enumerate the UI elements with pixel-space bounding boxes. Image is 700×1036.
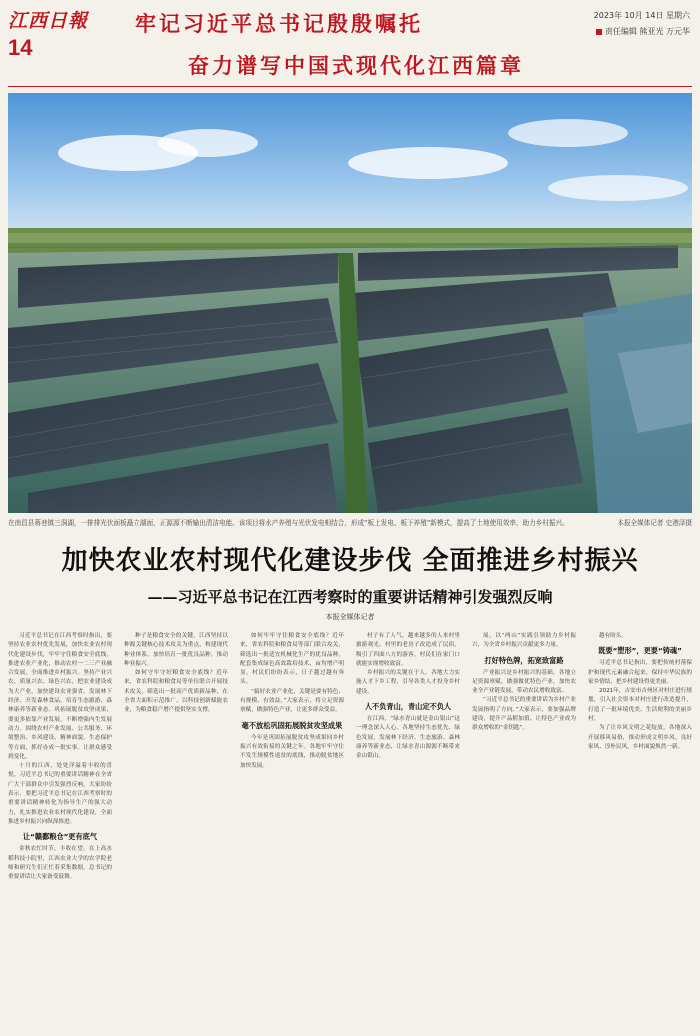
article-column <box>8 632 112 1028</box>
article-column <box>356 632 460 1028</box>
photo-credit: 本报全媒体记者 史港泽摄 <box>617 519 692 527</box>
article-paragraph: 2021年，吉安市吉州区对村庄进行规划，引入社会资本对村庄进行改造提升，打造了一批环境优美、生活便利的美丽乡村。 <box>588 688 692 723</box>
caption-text: 在南昌县蒋巷镇三洞湖，一排排光伏面板矗立湖面，正源源不断输出清洁电能。该项目将水产养殖与光伏发电相结合，形成“板上发电、板下养殖”新模式，提高了土地使用效率，助力乡村振兴。 <box>8 519 569 527</box>
article-column <box>240 632 344 1028</box>
article-paragraph: 如何守牢守好粮食安全底线？近年来，省农科院和粮食局等单位联合开展技术攻关，筛选出一批高产优质新品种，在全省大面积示范推广。以科技创新赋能农业，为粮食稳产增产提供坚实支撑。 <box>124 670 228 714</box>
article-paragraph: “习近平总书记的重要讲话为乡村产业发展指明了方向。”大家表示，要加强品牌建设，提升产品附加值，让特色产业成为群众增收的“金钥匙”。 <box>472 697 576 732</box>
article-paragraph: 乡村振兴的关键在于人。各地大力实施人才下乡工程，引导各类人才投身乡村建设。 <box>356 670 460 695</box>
aerial-solar-lake-image <box>8 93 692 513</box>
article-paragraph: 十月的江西，处处洋溢着丰收的喜悦。习近平总书记的重要讲话精神在全省广大干部群众中引发强烈反响。大家纷纷表示，要把习近平总书记在江西考察时的重要讲话精神转化为指导生产的强大动力，扎实推进农业农村现代化建设，全面推进乡村振兴向纵深推进。 <box>8 763 112 825</box>
article-paragraph: 展，以“两山”实践引领助力乡村振兴，为全省乡村振兴贡献更多力量。 <box>472 633 576 649</box>
section-heading: 打好特色牌，拓宽致富路 <box>484 655 564 665</box>
editors-text: 责任编辑 熊亚光 万元华 <box>604 27 690 36</box>
article-paragraph: 在江西，“绿水青山就是金山银山”这一理念深入人心。各地坚持生态优先、绿色发展，发展林下经济、生态旅游、森林康养等新业态，让绿水青山源源不断带来金山银山。 <box>356 716 460 760</box>
article-paragraph: 村子有了人气，越来越多的人来村里旅游观光。村里的老房子改造成了民宿，吸引了四面八方的游客。村民们在家门口就能实现增收致富。 <box>356 633 460 667</box>
article-column <box>124 632 228 1028</box>
article-paragraph: 产业振兴是乡村振兴的基础。各地立足资源禀赋，做强做优特色产业，加快农业全产业链发展，带动农民增收致富。 <box>472 669 576 695</box>
photo-caption <box>8 517 692 527</box>
article-paragraph: 越有盼头。 <box>599 633 627 639</box>
article-subhead: ——习近平总书记在江西考察时的重要讲话精神引发强烈反响 <box>147 588 553 606</box>
page-number: 14 <box>8 35 33 60</box>
article-column <box>472 632 576 1028</box>
section-heading: 让“赣鄱粮仓”更有底气 <box>22 832 98 842</box>
article-paragraph: “搞好农业产业化，关键是要有特色、有规模、有效益。”大家表示，将立足资源禀赋，做强特色产业，让更多群众受益。 <box>240 688 344 714</box>
article-paragraph: 如何牢牢守住粮食安全底线？近年来，省农科院和粮食局等部门联合攻关，筛选出一批适宜机械化生产的优良品种，配套集成绿色高效栽培技术，亩均增产明显。村民们纷纷表示，日子越过越有奔头。 <box>240 633 344 686</box>
article-paragraph: 种子是粮食安全的关键。江西坚持以种源关键核心技术攻关为重点，构建现代种业体系，加快培育一批优良品种，推动种业振兴。 <box>124 633 228 667</box>
solar-farm-photo <box>8 93 692 513</box>
editors-line <box>596 26 690 37</box>
article-byline: 本报全媒体记者 <box>325 613 375 621</box>
article-paragraph: 金秋农忙时节，丰收在望。在上高水稻科技小院里，江西农业大学的农学院老师和研究生们正忙着采集数据。总书记的重要讲话让大家备受鼓舞。 <box>8 846 112 881</box>
masthead <box>0 0 700 88</box>
editor-tag-icon <box>596 29 602 35</box>
newspaper-brand <box>8 6 96 78</box>
newspaper-logo: 江西日報 <box>8 10 89 32</box>
section-heading: 既要“塑形”，更要“铸魂” <box>598 646 682 656</box>
article-paragraph: 习近平总书记指出，要把传统村落保护和现代元素融合起来，保持中华民族的家乡情结，把乡村建设得更美丽。 <box>588 660 692 685</box>
slogan-line-1: 牢记习近平总书记殷殷嘱托 <box>135 11 423 36</box>
slogan-line-2: 奋力谱写中国式现代化江西篇章 <box>188 53 524 78</box>
article-column <box>588 632 692 1028</box>
article-headline: 加快农业农村现代化建设步伐 全面推进乡村振兴 <box>61 546 639 576</box>
article-paragraph: 为了让乡风文明之花绽放，各地深入开展移风易俗，推动形成文明乡风、良好家风、淳朴民风，乡村面貌焕然一新。 <box>588 725 692 750</box>
header-rule <box>8 86 692 87</box>
issue-date: 2023年 10月 14日 星期六 <box>593 11 690 20</box>
section-heading: 人不负青山，青山定不负人 <box>364 702 452 712</box>
article-paragraph: 今年是巩固拓展脱贫攻坚成果同乡村振兴有效衔接的关键之年。各地牢牢守住不发生规模性返贫的底线，推动脱贫地区加快发展。 <box>240 734 344 769</box>
article-paragraph: 习近平总书记在江西考察时指出，要坚持农业农村优先发展，加快农业农村现代化建设步伐，牢牢守住粮食安全底线，推进农业产业化，推动农村一二三产业融合发展，全面推进乡村振兴。坚持产业兴农、质量兴农、绿色兴农，把农业建设成为大产业，加快建设农业强省。发展林下经济，开发森林食品，培育生态旅游、森林康养等新业态。巩拓展脱贫攻坚成果，要更多依靠产业发展，不断增强内生发展动力。围绕农村产业发展、公共服务、环境整治、乡风建设、精神面貌、生态保护等方面，抓好办成一批实事。让群众感受到变化。 <box>8 633 112 760</box>
section-heading: 毫不放松巩固拓展脱贫攻坚成果 <box>241 720 343 730</box>
article-body <box>8 632 692 1028</box>
